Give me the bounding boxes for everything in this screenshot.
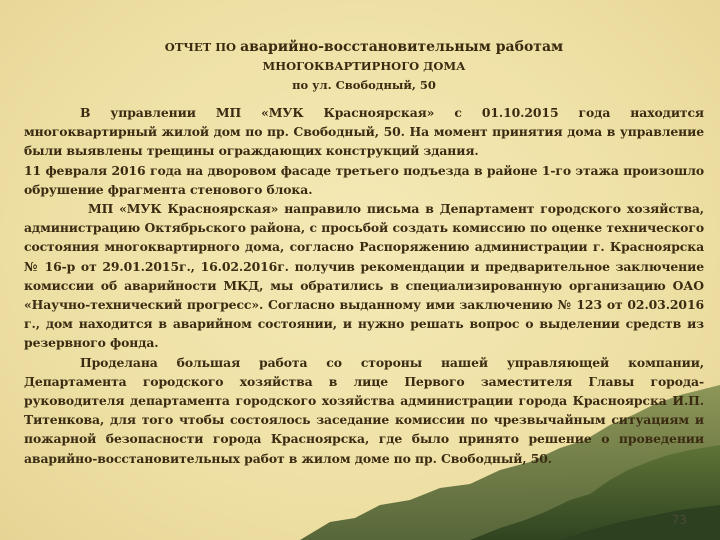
title-line-1	[24, 38, 704, 57]
paragraph-1: В управлении МП «МУК Красноярская» с 01.10.2015 года находится многоквартирный жилой дом по пр. Свободный, 50. На момент принятия дома в управление были выявлены трещины ограждающих конструкций здания.	[24, 105, 704, 159]
paragraph-4: Проделана большая работа со стороны нашей управляющей компании, Департамента городского хозяйства в лице Первого заместителя Главы города- руководителя департамента городского хозяйства администрации города Красноярска И.П. Титенкова, для того чтобы состоялось заседание комиссии по чрезвычайным ситуациям и пожарной безопасности города Красноярска, где было принято решение о проведении аварийно-восстановительных работ в жилом доме по пр. Свободный, 50.	[24, 354, 704, 466]
title-main: аварийно-восстановительным работам	[240, 39, 564, 55]
page-number: 73	[671, 513, 687, 527]
paragraph-2: 11 февраля 2016 года на дворовом фасаде третьего подъезда в районе 1-го этажа произошло обрушение фрагмента стенового блока.	[24, 162, 704, 197]
report-body	[24, 38, 704, 468]
paragraph-3: МП «МУК Красноярская» направило письма в Департамент городского хозяйства, администрацию Октябрьского района, с просьбой создать комиссию по оценке технического состояния многоквартирного дома, согласно Распоряжению администрации г. Красноярска № 16-р от 29.01.2015г., 16.02.2016г. получив рекомендации и предварительное заключение комиссии об аварийности МКД, мы обратились в специализированную организацию ОАО «Научно-технический прогресс». Согласно выданному ими заключению № 123 от 02.03.2016 г., дом находится в аварийном состоянии, и нужно решать вопрос о выделении средств из резервного фонда.	[24, 201, 704, 351]
report-title	[24, 38, 704, 95]
title-line-2: МНОГОКВАРТИРНОГО ДОМА	[262, 59, 466, 73]
title-prefix: ОТЧЕТ ПО	[164, 40, 241, 54]
title-line-3: по ул. Свободный, 50	[292, 78, 436, 92]
